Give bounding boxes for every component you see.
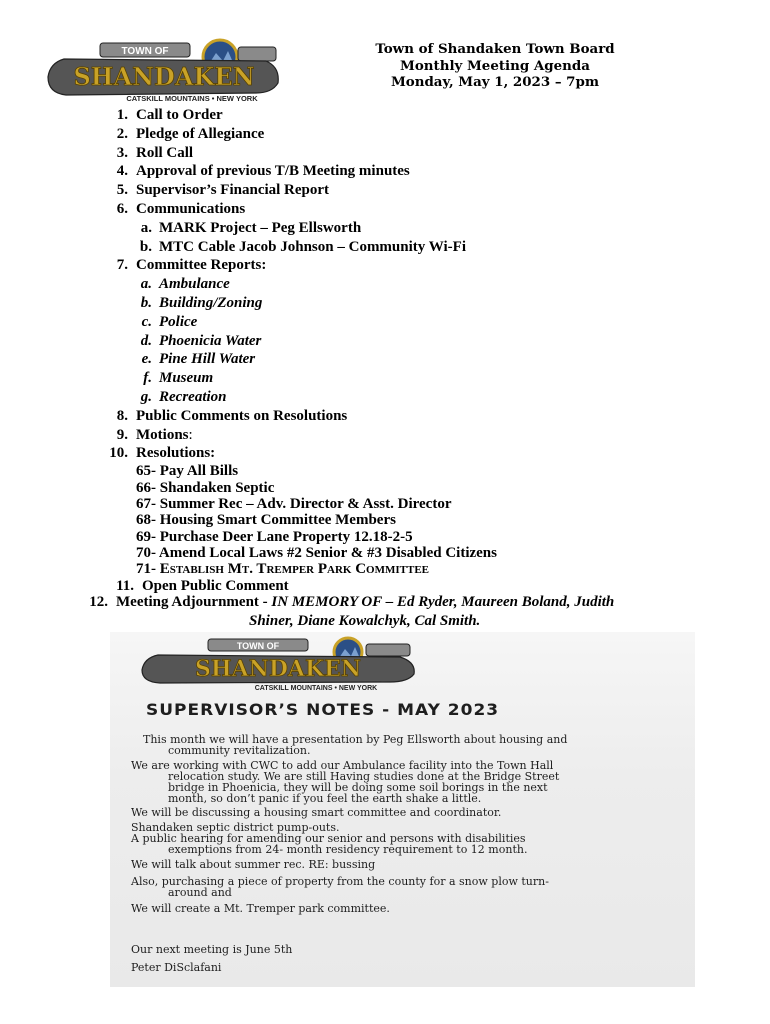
resolution-item (0, 463, 770, 479)
item-letter: d. (140, 332, 152, 349)
note-line: relocation study. We are still Having studies done at the Bridge Street (168, 770, 560, 783)
item-number: 3. (116, 144, 128, 161)
header-line-3: Monday, May 1, 2023 – 7pm (390, 74, 600, 90)
logo-town-of: TOWN OF (121, 46, 169, 57)
resolution-item (0, 512, 770, 528)
item-text: Motions (136, 426, 189, 443)
resolution-text: 70- Amend Local Laws #2 Senior & #3 Disabled Citizens (136, 545, 497, 562)
memorial-text: IN MEMORY OF – Ed Ryder, Maureen Boland, Judith (271, 594, 615, 611)
item-number: 8. (116, 407, 128, 424)
item-letter: f. (143, 370, 152, 387)
resolution-text: 67- Summer Rec – Adv. Director & Asst. Director (136, 495, 452, 512)
agenda-item (0, 578, 770, 594)
item-text: Building/Zoning (159, 294, 263, 311)
agenda-item (0, 125, 770, 144)
item-text: Committee Reports: (136, 257, 267, 274)
resolution-item (0, 561, 770, 577)
note-line: A public hearing for amending our senior and persons with disabilities (131, 832, 526, 845)
item-number: 2. (116, 125, 128, 142)
item-text: Communications (136, 200, 246, 217)
note-line: exemptions from 24- month residency requirement to 12 month. (168, 843, 528, 856)
agenda-item (0, 200, 770, 219)
header-line-1: Town of Shandaken Town Board (375, 41, 615, 57)
item-text: Phoenicia Water (159, 332, 262, 349)
item-text: Supervisor’s Financial Report (136, 182, 330, 199)
agenda-item (0, 594, 770, 610)
item-letter: g. (140, 388, 152, 405)
note-line: This month we will have a presentation by Peg Ellsworth about housing and (143, 733, 568, 746)
note-line: community revitalization. (168, 744, 311, 757)
resolution-item (0, 480, 770, 496)
item-number: 10. (109, 445, 128, 462)
resolution-item (0, 545, 770, 561)
note-line: We are working with CWC to add our Ambulance facility into the Town Hall (131, 759, 554, 772)
note-line: We will talk about summer rec. RE: bussing (131, 858, 376, 871)
note-line: month, so don’t panic if you feel the earth shake a little. (168, 792, 482, 805)
item-letter: c. (141, 313, 152, 330)
resolution-text: 71- Establish Mt. Tremper Park Committee (136, 561, 429, 578)
agenda-subitem (0, 350, 770, 369)
item-text: MARK Project – Peg Ellsworth (159, 219, 362, 236)
town-logo (42, 37, 287, 105)
resolution-item (0, 496, 770, 512)
item-text: Roll Call (136, 144, 194, 161)
note-line: bridge in Phoenicia, they will be doing some soil borings in the next (168, 781, 548, 794)
note-line: We will create a Mt. Tremper park committee. (131, 902, 390, 915)
header-line-2: Monthly Meeting Agenda (400, 57, 590, 74)
logo-name: SHANDAKEN (73, 62, 255, 91)
item-letter: e. (141, 351, 152, 368)
agenda-subitem (0, 313, 770, 332)
item-letter: b. (139, 238, 152, 255)
item-text: Pledge of Allegiance (136, 125, 265, 142)
item-number: 12. (89, 594, 108, 611)
resolution-text: 65- Pay All Bills (136, 463, 239, 480)
item-text: Museum (159, 370, 214, 387)
agenda-item (0, 106, 770, 125)
notes-title: SUPERVISOR’S NOTES - MAY 2023 (146, 700, 500, 720)
notes-town-logo (136, 636, 421, 692)
agenda-item (0, 256, 770, 275)
agenda-header (355, 41, 635, 91)
agenda-subitem (0, 238, 770, 257)
item-number: 7. (116, 257, 128, 274)
agenda-subitem (0, 369, 770, 388)
item-number: 5. (116, 182, 128, 199)
agenda-item (0, 407, 770, 426)
item-number: 9. (116, 426, 128, 443)
item-number: 1. (116, 107, 128, 123)
next-meeting-note: Our next meeting is June 5th (131, 943, 293, 956)
resolution-text: 69- Purchase Deer Lane Property 12.18-2-5 (136, 528, 413, 545)
resolution-item (0, 529, 770, 545)
item-text: Ambulance (159, 276, 230, 293)
item-text: Call to Order (136, 107, 223, 123)
agenda-item (0, 181, 770, 200)
item-text: Police (159, 313, 198, 330)
motions-colon: : (188, 426, 193, 443)
item-number: 11. (116, 577, 134, 594)
notes-logo-town-of: TOWN OF (236, 641, 280, 651)
memorial-text-continued: Shiner, Diane Kowalchyk, Cal Smith. (249, 613, 481, 629)
supervisor-signature: Peter DiSclafani (131, 961, 222, 974)
note-line: Also, purchasing a piece of property from the county for a snow plow turn- (131, 875, 549, 888)
item-text: Resolutions: (136, 445, 216, 462)
logo-tagline: CATSKILL MOUNTAINS • NEW YORK (126, 94, 258, 103)
notes-logo-name: SHANDAKEN (195, 656, 361, 682)
item-text: MTC Cable Jacob Johnson – Community Wi-Fi (159, 238, 466, 255)
note-line: We will be discussing a housing smart committee and coordinator. (131, 806, 502, 819)
note-line: Shandaken septic district pump-outs. (131, 821, 340, 834)
item-number: 6. (116, 200, 128, 217)
agenda-subitem (0, 294, 770, 313)
item-text: Approval of previous T/B Meeting minutes (136, 163, 410, 180)
agenda-subitem (0, 332, 770, 351)
item-letter: b. (140, 294, 152, 311)
item-text: Public Comments on Resolutions (136, 407, 348, 424)
resolution-text: 66- Shandaken Septic (136, 479, 275, 496)
agenda-subitem (0, 388, 770, 407)
agenda-item (0, 426, 770, 445)
item-letter: a. (140, 276, 152, 293)
item-text: Meeting Adjournment - (116, 594, 272, 611)
agenda-subitem (0, 219, 770, 238)
item-letter: a. (140, 219, 152, 236)
item-text: Open Public Comment (142, 577, 289, 594)
note-line: around and (168, 886, 232, 899)
agenda-list (0, 106, 770, 611)
resolution-text: 68- Housing Smart Committee Members (136, 512, 396, 529)
notes-logo-tagline: CATSKILL MOUNTAINS • NEW YORK (254, 685, 378, 692)
agenda-item (0, 444, 770, 463)
agenda-subitem (0, 275, 770, 294)
agenda-item (0, 162, 770, 181)
item-number: 4. (116, 163, 128, 180)
item-text: Recreation (159, 388, 227, 405)
item-text: Pine Hill Water (159, 351, 256, 368)
agenda-item (0, 144, 770, 163)
